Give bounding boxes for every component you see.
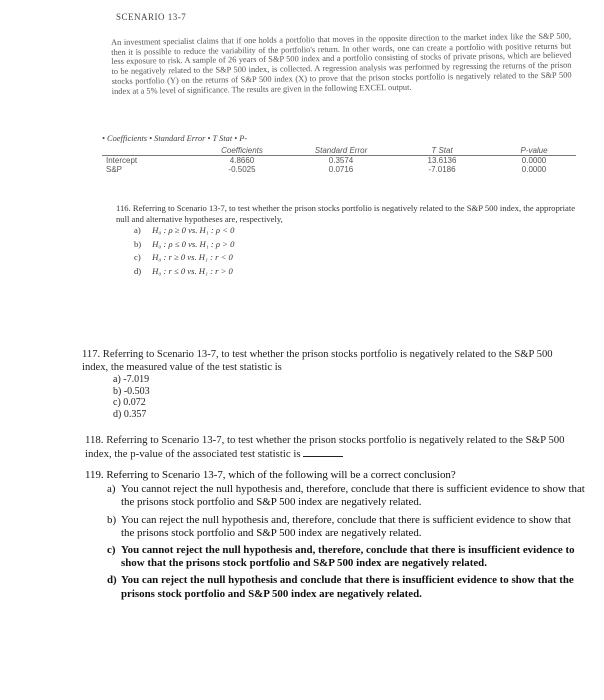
scenario-description <box>111 32 572 97</box>
question-stem: 116. Referring to Scenario 13-7, to test whether the prison stocks portfolio is negatively related to the S&P 500 index, the appropriate null and alternative hypotheses are, respectively, <box>116 203 576 224</box>
option-label: a) <box>134 225 141 235</box>
option-label: d) <box>134 265 142 276</box>
option-c <box>134 251 578 265</box>
option-c: c) 0.072 <box>113 397 146 409</box>
option-text: H₀ : ρ ≤ 0 vs. H₁ : ρ > 0 <box>152 238 235 249</box>
choice-text: You cannot reject the null hypothesis and, therefore, conclude that there is sufficient evidence to show that the prisons stock portfolio and S&P 500 index are negatively related. <box>121 483 585 509</box>
scenario-title: SCENARIO 13-7 <box>116 12 187 22</box>
option-label: b) <box>134 238 142 249</box>
choice-label: d) <box>107 574 117 587</box>
table-cell: Intercept <box>106 156 138 165</box>
table-row <box>102 165 576 174</box>
scenario-paragraph: An investment specialist claims that if one holds a portfolio that moves in the opposite direction to the market index like the S&P 500, then it is possible to reduce the variability of the portfolio's return. In other words, one can create a portfolio with positive returns but less exposure to risk. A sample of 26 years of S&P 500 index and a portfolio consisting of stocks of private prisons, which are believed to be negatively related to the S&P 500 index, is collected. A regression analysis was performed by regressing the returns of the prison stocks portfolio (Y) on the returns of S&P 500 index (X) to prove that the prison stocks portfolio is negatively related to the S&P 500 index at a 5% level of significance. The results are given in the following EXCEL output. <box>111 31 572 96</box>
table-cell: 4.8660 <box>229 156 255 165</box>
option-a: a) -7.019 <box>113 374 150 385</box>
option-d <box>134 265 578 279</box>
excel-output-table <box>102 145 576 174</box>
table-cell: 0.0716 <box>328 165 354 174</box>
options-list <box>134 224 578 278</box>
option-label: c) <box>134 252 141 262</box>
choice-text: You can reject the null hypothesis and, therefore, conclude that there is sufficient evidence to show that the prisons stock portfolio and S&P 500 index are negatively related. <box>121 513 571 539</box>
option-text: H₀ : ρ ≥ 0 vs. H₁ : ρ < 0 <box>152 225 235 235</box>
choice-c <box>107 544 585 570</box>
table-cell: S&P <box>106 165 123 174</box>
question-117 <box>82 349 572 420</box>
table-cell: 0.0000 <box>521 156 547 165</box>
option-b: b) -0.503 <box>113 385 150 397</box>
answer-blank <box>303 447 343 457</box>
question-stem: 119. Referring to Scenario 13-7, which of the following will be a correct conclusion? <box>85 469 456 481</box>
table-cell: 0.0000 <box>521 165 547 174</box>
option-b <box>134 238 578 252</box>
excel-caption: • Coefficients • Standard Error • T Stat • P- <box>102 134 248 143</box>
choice-b <box>107 514 585 540</box>
choice-d <box>107 574 585 600</box>
choice-text: You can reject the null hypothesis and conclude that there is insufficient evidence to show that the prisons stock portfolio and S&P 500 index are negatively related. <box>121 574 574 600</box>
choice-label: c) <box>107 544 116 557</box>
table-header-cell: P-value <box>492 145 576 156</box>
table-header-cell <box>102 145 194 156</box>
table-header-row <box>102 145 576 156</box>
option-a <box>134 224 578 238</box>
question-118 <box>85 434 575 461</box>
table-cell: -7.0186 <box>428 165 456 174</box>
table-header-cell: Coefficients <box>194 145 290 156</box>
table-cell: 13.6136 <box>427 156 457 165</box>
choice-text: You cannot reject the null hypothesis and, therefore, conclude that there is insufficient evidence to show that the prisons stock portfolio and S&P 500 index are negatively related. <box>121 544 575 570</box>
table-header-cell: T Stat <box>392 145 492 156</box>
question-119 <box>85 469 585 605</box>
table-cell: -0.5025 <box>228 165 256 174</box>
question-stem: 118. Referring to Scenario 13-7, to test whether the prison stocks portfolio is negatively related to the S&P 500 index, the p-value of the associated test statistic is <box>85 434 565 460</box>
choice-label: a) <box>107 483 116 496</box>
choice-label: b) <box>107 513 117 526</box>
table-header-cell: Standard Error <box>290 145 392 156</box>
question-116 <box>116 203 578 278</box>
question-stem: 117. Referring to Scenario 13-7, to test whether the prison stocks portfolio is negatively related to the S&P 500 index, the measured value of the test statistic is <box>82 349 553 373</box>
table-row <box>102 156 576 166</box>
option-text: H₀ : r ≥ 0 vs. H₁ : r < 0 <box>152 252 233 262</box>
option-d: d) 0.357 <box>113 408 147 420</box>
choice-a <box>107 483 585 509</box>
table-cell: 0.3574 <box>328 156 354 165</box>
option-text: H₀ : r ≤ 0 vs. H₁ : r > 0 <box>152 265 233 276</box>
